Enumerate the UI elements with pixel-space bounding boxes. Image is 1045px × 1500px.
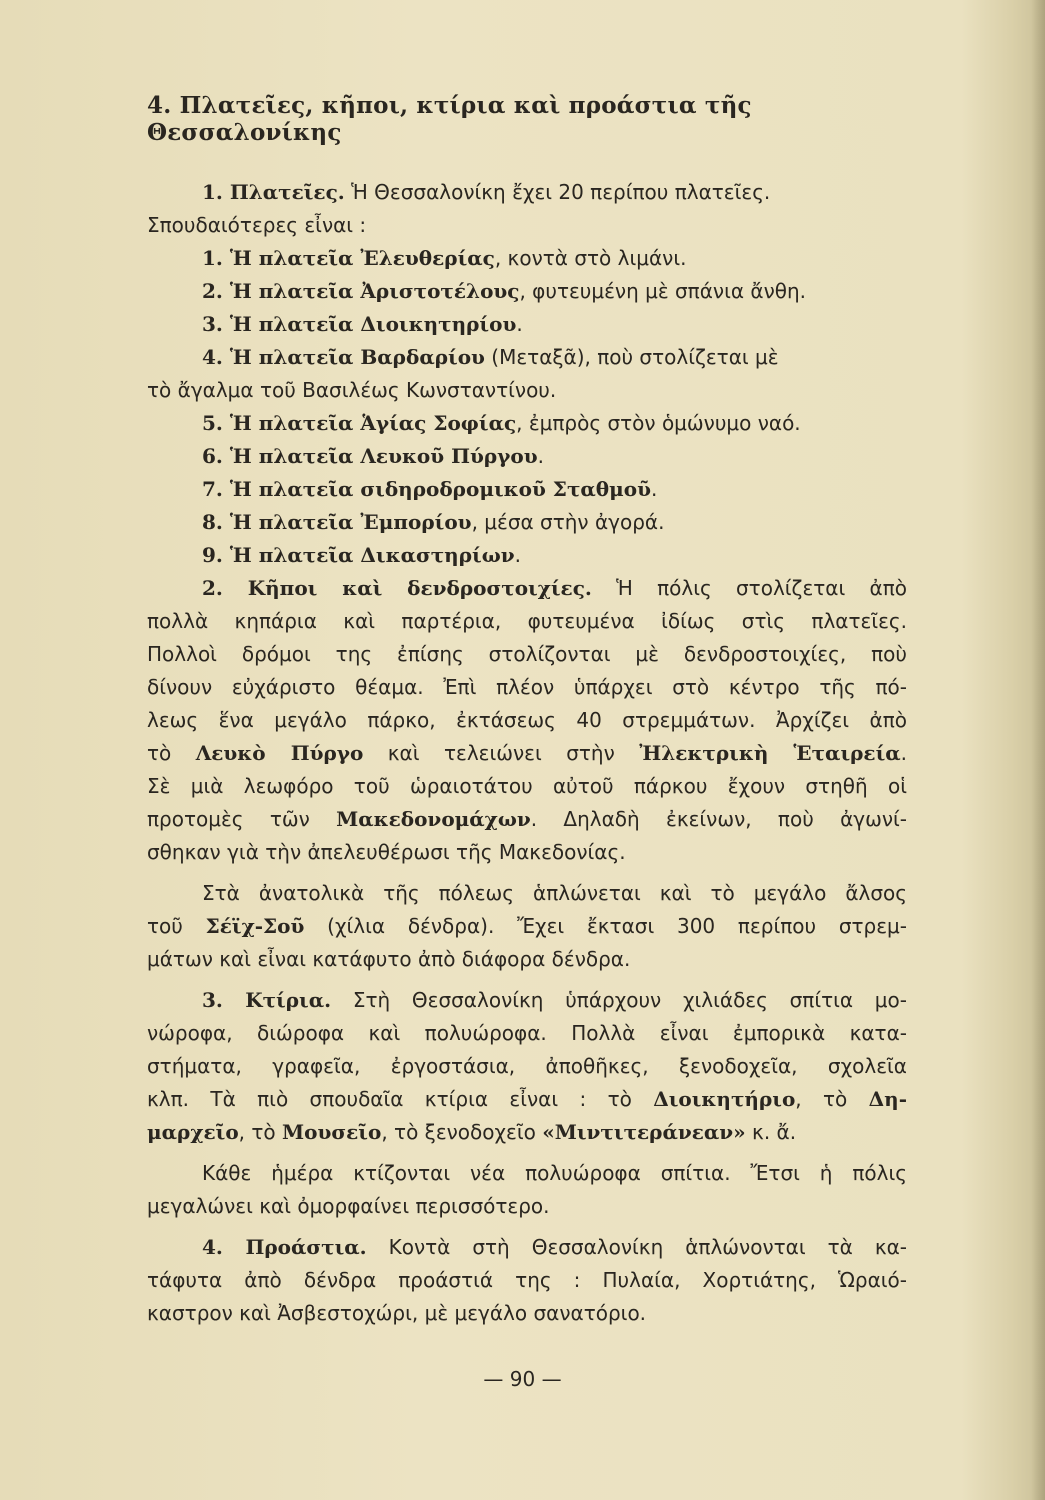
squares-intro: 1. Πλατεῖες. Ἡ Θεσσαλονίκη ἔχει 20 περίπου πλατεῖες.: [202, 180, 771, 204]
page-content: [147, 92, 907, 1330]
growth-line-1: Κάθε ἡμέρα κτίζονται νέα πολυώροφα σπίτια. Ἔτσι ἡ πόλις: [202, 1161, 907, 1185]
square-item-2: 2. Ἡ πλατεῖα Ἀριστοτέλους, φυτευμένη μὲ σπάνια ἄνθη.: [202, 279, 807, 303]
gardens-line-2: πολλὰ κηπάρια καὶ παρτέρια, φυτευμένα ἰδίως στὶς πλατεῖες.: [147, 609, 907, 633]
squares-intro-cont: Σπουδαιότερες εἶναι :: [147, 213, 367, 237]
gardens-line-3: Πολλοὶ δρόμοι της ἐπίσης στολίζονται μὲ δενδροστοιχίες, ποὺ: [147, 642, 907, 666]
square-item-9: 9. Ἡ πλατεῖα Δικαστηρίων.: [202, 543, 521, 567]
gardens-heading: 2. Κῆποι καὶ δενδροστοιχίες.: [202, 576, 592, 600]
square-item-7: 7. Ἡ πλατεῖα σιδηροδρομικοῦ Σταθμοῦ.: [202, 477, 658, 501]
grove-line-3: μάτων καὶ εἶναι κατάφυτο ἀπὸ διάφορα δένδρα.: [147, 947, 631, 971]
gardens-line-9: σθηκαν γιὰ τὴν ἀπελευθέρωσι τῆς Μακεδονίας.: [147, 840, 626, 864]
square-item-1: 1. Ἡ πλατεῖα Ἐλευθερίας, κοντὰ στὸ λιμάνι.: [202, 246, 687, 270]
buildings-heading: 3. Κτίρια.: [202, 988, 332, 1012]
grove-line-1: Στὰ ἀνατολικὰ τῆς πόλεως ἁπλώνεται καὶ τὸ μεγάλο ἄλσος: [202, 881, 907, 905]
buildings-line-5: μαρχεῖο, τὸ Μουσεῖο, τὸ ξενοδοχεῖο «Μιντιτεράνεαν» κ. ἄ.: [147, 1120, 797, 1144]
page-number: — 90 —: [483, 1367, 562, 1391]
gardens-line-5: λεως ἕνα μεγάλο πάρκο, ἐκτάσεως 40 στρεμμάτων. Ἀρχίζει ἀπὸ: [147, 708, 907, 732]
buildings-line-3: στήματα, γραφεῖα, ἐργοστάσια, ἀποθῆκες, ξενοδοχεῖα, σχολεῖα: [147, 1054, 907, 1078]
growth-line-2: μεγαλώνει καὶ ὀμορφαίνει περισσότερο.: [147, 1194, 550, 1218]
squares-heading: 1. Πλατεῖες.: [202, 180, 345, 204]
gardens-line-7: Σὲ μιὰ λεωφόρο τοῦ ὡραιοτάτου αὐτοῦ πάρκου ἔχουν στηθῆ οἱ: [147, 774, 907, 798]
suburbs-line-1: 4. Προάστια. Κοντὰ στὴ Θεσσαλονίκη ἁπλώνονται τὰ κα-: [202, 1235, 908, 1259]
square-item-6: 6. Ἡ πλατεῖα Λευκοῦ Πύργου.: [202, 444, 544, 468]
suburbs-line-3: καστρον καὶ Ἀσβεστοχώρι, μὲ μεγάλο σανατόριο.: [147, 1301, 647, 1325]
buildings-line-4: κλπ. Τὰ πιὸ σπουδαῖα κτίρια εἶναι : τὸ Διοικητήριο, τὸ Δη-: [147, 1087, 907, 1111]
gardens-line-1: 2. Κῆποι καὶ δενδροστοιχίες. Ἡ πόλις στολίζεται ἀπὸ: [202, 576, 907, 600]
square-item-3: 3. Ἡ πλατεῖα Διοικητηρίου.: [202, 312, 523, 336]
square-item-8: 8. Ἡ πλατεῖα Ἐμπορίου, μέσα στὴν ἀγορά.: [202, 510, 665, 534]
suburbs-line-2: τάφυτα ἀπὸ δένδρα προάστιά της : Πυλαία, Χορτιάτης, Ὡραιό-: [147, 1268, 907, 1292]
buildings-line-1: 3. Κτίρια. Στὴ Θεσσαλονίκη ὑπάρχουν χιλιάδες σπίτια μο-: [202, 988, 907, 1012]
section-title: 4. Πλατεῖες, κῆποι, κτίρια καὶ προάστια τῆς Θεσσαλονίκης: [147, 92, 752, 146]
gardens-line-8: προτομὲς τῶν Μακεδονομάχων. Δηλαδὴ ἐκείνων, ποὺ ἀγωνί-: [147, 807, 907, 831]
gardens-line-4: δίνουν εὐχάριστο θέαμα. Ἐπὶ πλέον ὑπάρχει στὸ κέντρο τῆς πό-: [147, 675, 907, 699]
square-item-5: 5. Ἡ πλατεῖα Ἁγίας Σοφίας, ἐμπρὸς στὸν ὁμώνυμο ναό.: [202, 411, 801, 435]
suburbs-heading: 4. Προάστια.: [202, 1235, 367, 1259]
buildings-line-2: νώροφα, διώροφα καὶ πολυώροφα. Πολλὰ εἶναι ἐμπορικὰ κατα-: [147, 1021, 907, 1045]
page-edge-shadow: [1031, 0, 1045, 1500]
grove-line-2: τοῦ Σέϊχ-Σοῦ (χίλια δένδρα). Ἔχει ἔκτασι 300 περίπου στρεμ-: [147, 914, 907, 938]
square-item-4-cont: τὸ ἄγαλμα τοῦ Βασιλέως Κωνσταντίνου.: [147, 378, 557, 402]
square-item-4: 4. Ἡ πλατεῖα Βαρδαρίου (Μεταξᾶ), ποὺ στολίζεται μὲ: [202, 345, 779, 369]
gardens-line-6: τὸ Λευκὸ Πύργο καὶ τελειώνει στὴν Ἠλεκτρικὴ Ἑταιρεία.: [147, 741, 908, 765]
